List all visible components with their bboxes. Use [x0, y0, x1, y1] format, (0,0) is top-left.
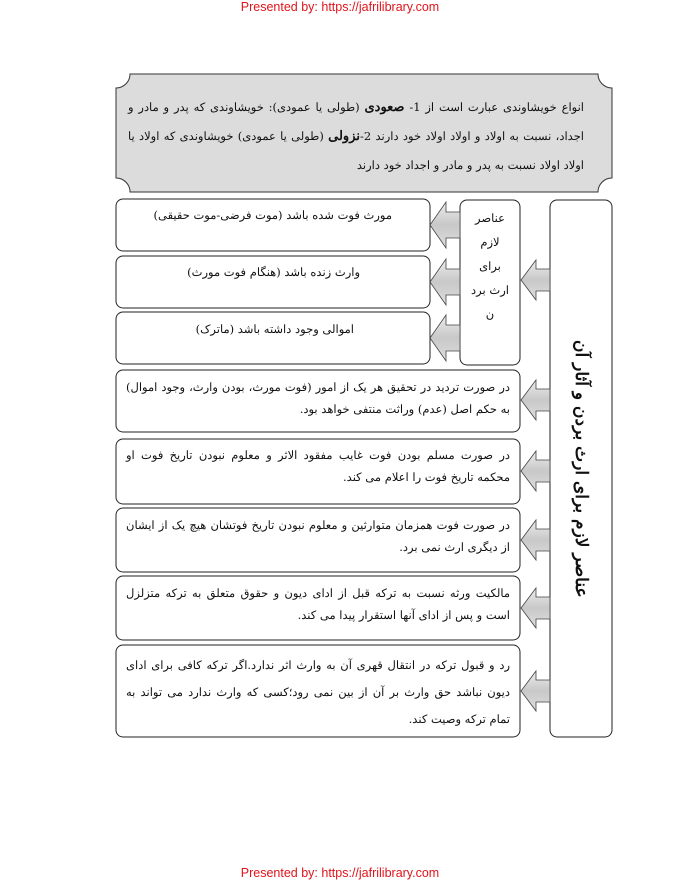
rule-text-3: در صورت فوت همزمان متوارثین و معلوم نبودن تاریخ فوتشان هیچ یک از ایشان از دیگری ارث نمی برد.: [126, 518, 510, 554]
side-title-text: عناصر لازم برای ارث بردن و آثار آن: [571, 339, 591, 598]
element-text-2: وارث زنده باشد (هنگام فوت مورث): [187, 265, 360, 279]
rule-text-1: در صورت تردید در تحقیق هر یک از امور (فوت مورث، بودن وارث، وجود اموال) به حکم اصل (عدم) وراثت منتفی خواهد بود.: [126, 380, 510, 416]
arrow-to-center-column: [521, 260, 550, 300]
arrow-to-rule-1: [521, 380, 550, 420]
intro-bold-ascending: صعودی: [364, 100, 405, 115]
arrow-to-rule-4: [521, 588, 550, 628]
center-line-5: ن: [485, 307, 495, 321]
watermark-bottom: Presented by: https://jafrilibrary.com: [240, 866, 440, 880]
arrow-to-element-3: [430, 315, 460, 361]
rule-text-2: در صورت مسلم بودن فوت غایب مفقود الاثر و معلوم نبودن تاریخ فوت او محکمه تاریخ فوت را اعلام می کند.: [126, 448, 510, 484]
rule-text-4: مالکیت ورثه نسبت به ترکه قبل از ادای دیون و حقوق متعلق به ترکه متزلزل است و پس از ادای آنها استقرار پیدا می کند.: [126, 586, 510, 622]
intro-part-3: (طولی یا عمودی) خویشاوندی که اولاد یا اولاد اولاد نسبت به پدر و مادر و اجداد خود دارند: [128, 129, 584, 172]
arrow-to-rule-3: [521, 520, 550, 560]
side-title: [550, 200, 612, 737]
center-line-1: عناصر: [475, 211, 505, 225]
arrow-to-element-2: [430, 259, 460, 305]
watermark-top: Presented by: https://jafrilibrary.com: [240, 0, 440, 14]
intro-bold-descending: نزولی: [328, 129, 360, 144]
arrow-to-element-1: [430, 202, 460, 248]
center-line-2: لازم: [480, 235, 500, 249]
intro-part-1: انواع خویشاوندی عبارت است از 1-: [404, 100, 584, 114]
element-text-3: اموالی وجود داشته باشد (ماترک): [195, 322, 354, 336]
rule-text-5: رد و قبول ترکه در انتقال قهری آن به وارث اثر ندارد.اگر ترکه کافی برای ادای دیون نباشد حق وارث بر آن از بین نمی رود؛کسی که وارث ندارد می تواند به تمام ترکه وصیت کند.: [126, 658, 510, 726]
center-column: [460, 200, 520, 365]
arrow-to-rule-2: [521, 451, 550, 491]
element-text-1: مورث فوت شده باشد (موت فرضی-موت حقیقی): [153, 208, 392, 222]
center-line-3: برای: [479, 259, 501, 273]
center-line-4: ارث برد: [471, 283, 509, 297]
intro-part-2: (طولی یا عمودی): خویشاوندی که پدر و مادر و اجداد، نسبت به اولاد و اولاد اولاد خود دارند 2-: [128, 100, 584, 143]
intro-text: [128, 93, 584, 179]
arrow-to-rule-5: [521, 671, 550, 711]
